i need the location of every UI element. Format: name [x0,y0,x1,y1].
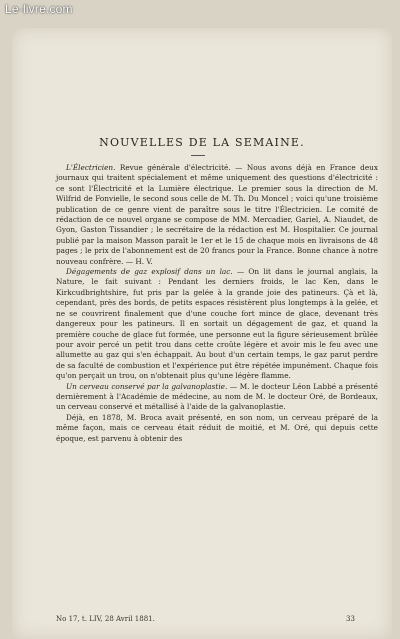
article-text: — On lit dans le journal anglais, la Nature, le fait suivant : Pendant les derniers froids, le lac Ken, dans le Kirkcudbrightshire, fut pris par la gelée à la grande joie des patineurs. Çà et là, cependant, près des bords, de petits espaces résistèrent plus longtemps à la gelée, et ne se couvrirent finalement que d'une couche fort mince de glace, devenant très dangereux pour les patineurs. Il en sortait un dégagement de gaz, et quand la première couche de glace fut formée, une personne eut la figure sérieusement brûlée pour avoir percé un petit trou dans cette croûte légère et avoir mis le feu avec une allumette au gaz qui s'en échappait. Au bout d'un certain temps, le gaz parut perdre de sa faculté de combustion et l'expérience put être répétée impunément. Chaque fois qu'on perçait un trou, on n'obtenait plus qu'une légère flamme. [56,267,378,381]
brand-watermark: Le-livre.com [5,2,73,16]
article-title: Un cerveau conservé par la galvanoplastie. [66,381,228,391]
scanned-page [12,28,392,639]
article-column [56,163,378,444]
article-text: — M. le docteur Léon Labbé a présenté dernièrement à l'Académie de médecine, au nom de M. le docteur Oré, de Bordeaux, un cerveau conservé et métallisé à l'aide de la galvanoplastie. [56,381,379,412]
article-title: Dégagements de gaz explosif dans un lac. [66,267,233,277]
section-heading: NOUVELLES DE LA SEMAINE. [99,136,305,149]
article-paragraph [56,267,378,381]
article-paragraph [56,382,378,413]
heading-rule [191,155,205,156]
article-paragraph [56,413,378,444]
article-title: L'Électricien. [66,163,116,172]
article-text: Déjà, en 1878, M. Broca avait présenté, en son nom, un cerveau préparé de la même façon, mais ce cerveau était réduit de moitié, et M. Oré, qui depuis cette époque, est parvenu à obtenir des [56,412,378,443]
issue-footer: No 17, t. LIV, 28 Avril 1881. [56,615,155,623]
page-number: 33 [346,615,355,623]
article-paragraph [56,163,378,267]
article-text: Revue générale d'électricité. — Nous avons déjà en France deux journaux qui traitent spécialement et même uniquement des questions d'électricité : ce sont l'Électricité et la Lumière électrique. Le premier sous la direction de M. Wilfrid de Fonvielle, le second sous celle de M. Th. Du Moncel ; voici qu'une troisième publication de ce genre vient de paraître sous le titre l'Électricien. Le comité de rédaction de ce nouvel organe se compose de MM. Mercadier, Gariel, A. Niaudet, de Gyon, Gaston Tissandier ; le secrétaire de la rédaction est M. Hospitalier. Ce journal publié par la maison Masson paraît le 1er et le 15 de chaque mois en livraisons de 48 pages ; le prix de l'abonnement est de 20 francs pour la France. Bonne chance à notre nouveau confrère. — H. V. [56,163,378,266]
